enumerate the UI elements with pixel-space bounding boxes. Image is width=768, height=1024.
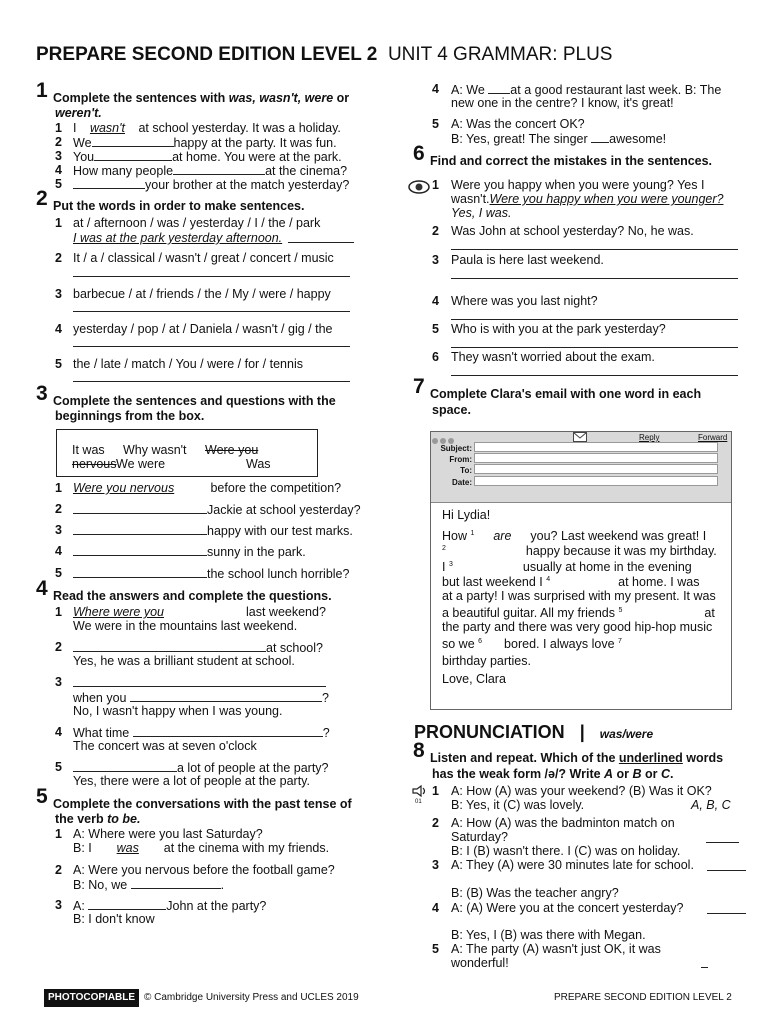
section-1-instructions-2: weren't.	[55, 106, 102, 120]
s3-item-4: sunny in the park.	[73, 544, 306, 559]
section-7-instructions: Complete Clara's email with one word in each	[430, 387, 702, 401]
date-field[interactable]	[474, 476, 718, 486]
s4-item-4: What time ?	[73, 726, 330, 740]
email-line-5: at a party! I was surprised with my present. It was	[442, 589, 716, 603]
s8-item-1-a: A: How (A) was your weekend? (B) Was it OK?	[451, 784, 712, 798]
s8-item-2-a: A: How (A) was the badminton match on	[451, 816, 675, 830]
pronunciation-heading: PRONUNCIATION | was/were	[414, 722, 654, 742]
s6-item-5: Who is with you at the park yesterday?	[451, 322, 666, 336]
s4-item-3-answer: No, I wasn't happy when I was young.	[73, 704, 283, 718]
word-box-item: We were	[116, 457, 166, 471]
s8-item-4-b: B: Yes, I (B) was there with Megan.	[451, 928, 646, 942]
section-5-instructions-2: the verb to be.	[55, 812, 141, 826]
s4-item-5-answer: Yes, there were a lot of people at the party.	[73, 774, 310, 788]
email-line-9: birthday parties.	[442, 654, 531, 668]
s6-item-2: Was John at school yesterday? No, he was.	[451, 224, 694, 238]
section-8-instructions-2: has the weak form /ə/? Write A or B or C.	[432, 767, 674, 781]
s1-item-3: You at home. You were at the park.	[73, 150, 342, 164]
section-5-number: 5	[36, 785, 48, 808]
s4-item-5: a lot of people at the party?	[73, 760, 329, 775]
section-7-instructions-2: space.	[432, 403, 471, 417]
envelope-icon[interactable]	[573, 432, 587, 442]
s2-item-5: the / late / match / You / were / for / tennis	[73, 357, 303, 371]
word-box-item: It was	[72, 443, 105, 457]
forward-button[interactable]: Forward	[698, 433, 728, 442]
s6-item-3: Paula is here last weekend.	[451, 253, 604, 267]
word-box-item: Why wasn't	[123, 443, 187, 457]
word-box-item-crossed: Were you	[205, 443, 259, 457]
subject-field[interactable]	[474, 442, 718, 452]
s8-item-5-a: A: The party (A) wasn't just OK, it was	[451, 942, 661, 956]
s3-item-3: happy with our test marks.	[73, 523, 353, 538]
s8-item-1-answer: A, B, C	[691, 798, 731, 812]
s4-item-2-answer: Yes, he was a brilliant student at school.	[73, 654, 295, 668]
s3-item-2: Jackie at school yesterday?	[73, 502, 361, 517]
s5-item-3-b: B: I don't know	[73, 912, 155, 926]
s3-item-5: the school lunch horrible?	[73, 566, 349, 581]
section-7-number: 7	[413, 375, 425, 398]
photocopiable-badge: PHOTOCOPIABLE	[44, 989, 139, 1007]
s5-item-2-b: B: No, we .	[73, 878, 225, 892]
section-6-instructions: Find and correct the mistakes in the sentences.	[430, 154, 713, 168]
s4-item-2: at school?	[73, 640, 323, 655]
reply-button[interactable]: Reply	[639, 433, 660, 442]
section-4-instructions: Read the answers and complete the questions.	[53, 589, 332, 603]
s4-item-4-answer: The concert was at seven o'clock	[73, 739, 257, 753]
s6-item-1-answer-2: Yes, I was.	[451, 206, 512, 220]
s5-item-3-a: A: John at the party?	[73, 899, 267, 913]
section-3-instructions-2: beginnings from the box.	[55, 409, 205, 423]
s8-item-2-b: B: I (B) wasn't there. I (C) was on holiday.	[451, 844, 681, 858]
email-greeting: Hi Lydia!	[442, 508, 491, 522]
email-line-4: but last weekend I $^4$ at home. I was	[442, 575, 700, 590]
footer-copyright: © Cambridge University Press and UCLES 2019	[144, 992, 359, 1003]
email-line-1: How $^1$ are you? Last weekend was great! I	[442, 529, 707, 544]
s1-item-2: We happy at the party. It was fun.	[73, 136, 337, 150]
email-signoff: Love, Clara	[442, 672, 506, 686]
audio-speaker-icon[interactable]	[412, 785, 428, 797]
s2-item-1-answer: I was at the park yesterday afternoon.	[73, 231, 283, 245]
page-title: PREPARE SECOND EDITION LEVEL 2 UNIT 4 GRAMMAR: PLUS	[36, 44, 613, 65]
s8-item-2-a2: Saturday?	[451, 830, 508, 844]
s5-item-2-a: A: Were you nervous before the football game?	[73, 863, 335, 877]
s5-item-4-b: new one in the centre? I know, it's great!	[451, 96, 674, 110]
email-line-3: I $^3$ usually at home in the evening	[442, 560, 692, 575]
to-label: To:	[460, 466, 472, 475]
footer-level: PREPARE SECOND EDITION LEVEL 2	[554, 992, 732, 1003]
s3-item-1: Were you nervous before the competition?	[73, 481, 342, 495]
section-8-instructions: Listen and repeat. Which of the underlined words	[430, 751, 724, 765]
s6-item-4: Where was you last night?	[451, 294, 598, 308]
from-field[interactable]	[474, 453, 718, 463]
s2-item-2: It / a / classical / wasn't / great / concert / music	[73, 251, 334, 265]
s6-item-6: They wasn't worried about the exam.	[451, 350, 655, 364]
s1-item-4: How many people at the cinema?	[73, 164, 348, 178]
s8-item-1-b: B: Yes, it (C) was lovely.	[451, 798, 585, 812]
s8-item-4-a: A: (A) Were you at the concert yesterday?	[451, 901, 684, 915]
section-5-instructions: Complete the conversations with the past tense of	[53, 797, 352, 811]
s2-item-1: at / afternoon / was / yesterday / I / the / park	[73, 216, 321, 230]
s4-item-1: Where were you last weekend?	[73, 605, 326, 619]
section-3-instructions: Complete the sentences and questions with the	[53, 394, 336, 408]
section-8-number: 8	[413, 739, 425, 762]
section-2-instructions: Put the words in order to make sentences.	[53, 199, 305, 213]
word-box-item: Was	[246, 457, 271, 471]
subject-label: Subject:	[440, 444, 472, 453]
s5-item-1-a: A: Where were you last Saturday?	[73, 827, 263, 841]
s8-item-5-a2: wonderful!	[451, 956, 509, 970]
section-2-number: 2	[36, 187, 48, 210]
s8-item-3-a: A: They (A) were 30 minutes late for school.	[451, 858, 694, 872]
s4-item-3: when you ?	[73, 691, 329, 705]
s6-item-1-answer: wasn't.Were you happy when you were younger?	[451, 192, 724, 206]
word-box-item-crossed: nervous	[72, 457, 117, 471]
audio-track-number: 01	[415, 799, 422, 805]
email-line-8: so we $^6$ bored. I always love $^7$	[442, 637, 622, 652]
s5-item-4-a: A: We at a good restaurant last week. B: The	[451, 83, 722, 97]
date-label: Date:	[451, 478, 472, 487]
section-1-instructions: Complete the sentences with was, wasn't, were or	[53, 91, 350, 105]
email-line-7: the party and there was very good hip-hop music	[442, 620, 713, 634]
s5-item-5-b: B: Yes, great! The singer awesome!	[451, 132, 667, 146]
s2-item-3: barbecue / at / friends / the / My / were / happy	[73, 287, 331, 301]
section-4-number: 4	[36, 577, 48, 600]
email-line-6: a beautiful guitar. All my friends $^5$ at	[442, 606, 715, 621]
s4-item-1-answer: We were in the mountains last weekend.	[73, 619, 298, 633]
s2-item-4: yesterday / pop / at / Daniela / wasn't / gig / the	[73, 322, 333, 336]
to-field[interactable]	[474, 464, 718, 474]
from-label: From:	[449, 455, 472, 464]
s8-item-3-b: B: (B) Was the teacher angry?	[451, 886, 619, 900]
s5-item-5-a: A: Was the concert OK?	[451, 117, 585, 131]
s6-item-1: Were you happy when you were young? Yes I	[451, 178, 705, 192]
section-6-number: 6	[413, 142, 425, 165]
s1-item-1: I wasn't at school yesterday. It was a holiday.	[73, 121, 341, 135]
email-line-2: $^2$ happy because it was my birthday.	[442, 544, 717, 559]
section-1-number: 1	[36, 79, 48, 102]
example-eye-icon	[408, 180, 430, 194]
section-3-number: 3	[36, 382, 48, 405]
s1-item-5: your brother at the match yesterday?	[73, 177, 349, 192]
s5-item-1-b: B: I was at the cinema with my friends.	[73, 841, 330, 855]
